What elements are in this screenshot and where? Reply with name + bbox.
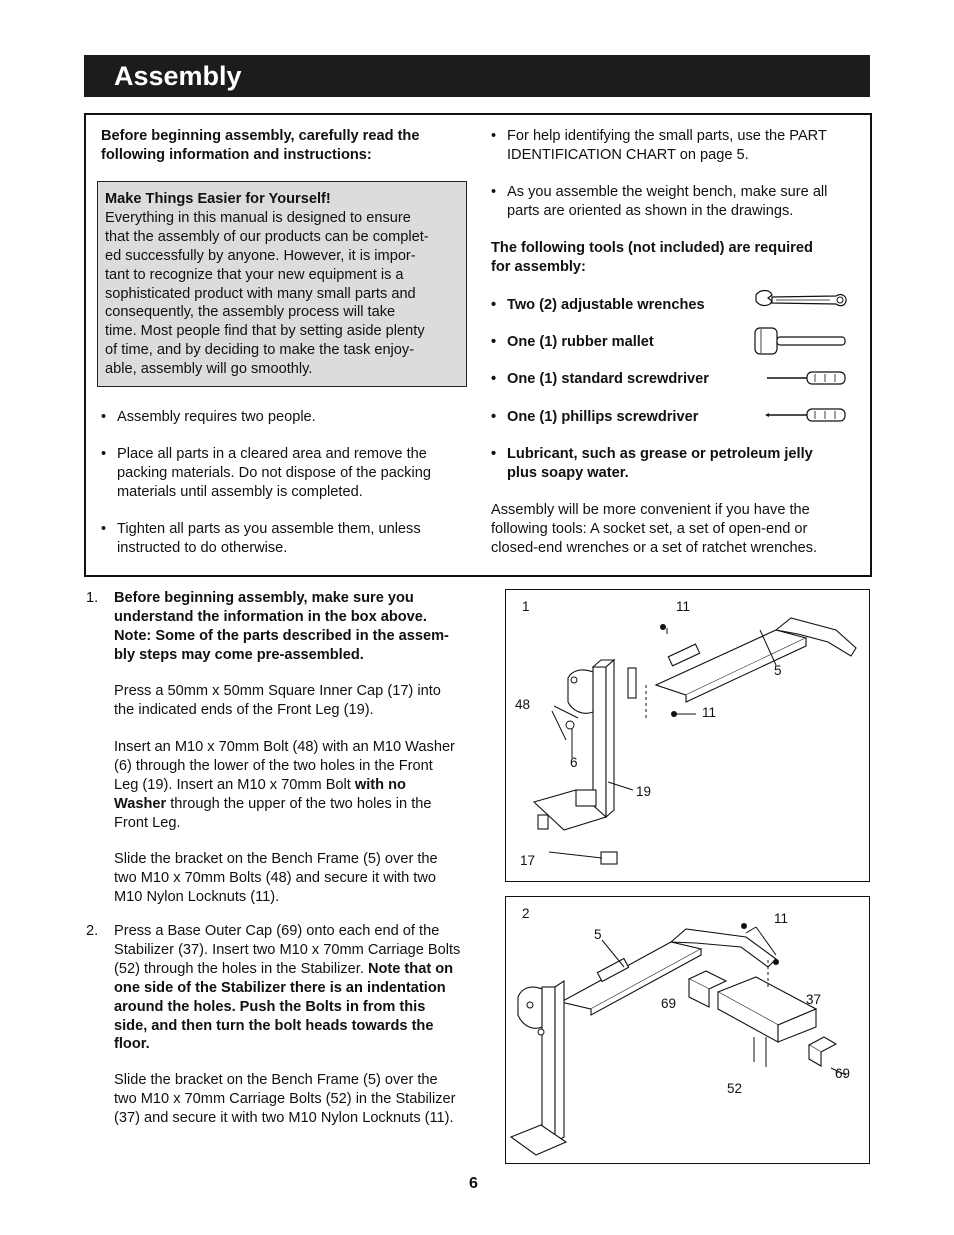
- bullet-line: parts are oriented as shown in the drawings.: [507, 202, 794, 219]
- tool-label: One (1) phillips screwdriver: [507, 409, 699, 425]
- figure-2-drawing: [506, 897, 869, 1163]
- bullet-text-block: [507, 127, 827, 165]
- part-label: 37: [806, 992, 822, 1007]
- step-line: floor.: [114, 1036, 150, 1053]
- note-line: following tools: A socket set, a set of open-end or: [491, 520, 808, 537]
- page-number: 6: [469, 1175, 478, 1192]
- note-line: closed-end wrenches or a set of ratchet wrenches.: [491, 539, 818, 556]
- part-label: 5: [774, 663, 782, 678]
- tip-title: Make Things Easier for Yourself!: [105, 191, 331, 207]
- figure-1-drawing: [506, 590, 869, 881]
- part-label: 6: [570, 755, 578, 770]
- step-2-paragraph: [114, 922, 504, 1054]
- step-1-paragraph: [114, 738, 514, 833]
- figure-2-box: [505, 896, 870, 1164]
- step-1-paragraph: [114, 682, 494, 720]
- section-header-bar: [84, 55, 870, 97]
- bullet-line: IDENTIFICATION CHART on page 5.: [507, 146, 749, 163]
- convenience-note: [491, 501, 863, 558]
- step-line: around the holes. Push the Bolts in from this: [114, 998, 426, 1015]
- step-line: the indicated ends of the Front Leg (19).: [114, 701, 374, 718]
- bullet-line: As you assemble the weight bench, make sure all: [507, 184, 828, 200]
- bullet-line: instructed to do otherwise.: [117, 539, 288, 556]
- step-emphasis: Washer: [114, 795, 167, 812]
- bullet-line: For help identifying the small parts, use the PART: [507, 128, 827, 144]
- step-line: side, and then turn the bolt heads towards the: [114, 1017, 434, 1034]
- part-label: 17: [520, 853, 536, 868]
- step-number: 1.: [86, 590, 99, 606]
- part-label: 19: [636, 784, 652, 799]
- step-line: (37) and secure it with two M10 Nylon Locknuts (11).: [114, 1109, 454, 1126]
- part-label: 48: [515, 697, 531, 712]
- step-line: Before beginning assembly, make sure you: [114, 590, 414, 606]
- tip-line: tant to recognize that your new equipment is a: [105, 266, 404, 283]
- bullet-text-block: [117, 445, 431, 502]
- tip-line: Everything in this manual is designed to ensure: [105, 209, 411, 226]
- tool-label: One (1) standard screwdriver: [507, 371, 709, 387]
- bullet-line: packing materials. Do not dispose of the packing: [117, 464, 431, 481]
- adjustable-wrench-icon: [750, 289, 848, 315]
- step-emphasis: with no: [354, 776, 406, 793]
- step-line: M10 Nylon Locknuts (11).: [114, 888, 280, 905]
- part-label: 69: [835, 1066, 851, 1081]
- bullet-dot: •: [491, 184, 497, 200]
- bullet-dot: •: [101, 409, 107, 425]
- bullet-dot: •: [101, 446, 107, 462]
- step-line: understand the information in the box above.: [114, 608, 427, 625]
- tip-line: sophisticated product with many small parts and: [105, 285, 416, 302]
- tip-line: that the assembly of our products can be complet-: [105, 228, 429, 245]
- step-line: one side of the Stabilizer there is an indentation: [114, 979, 446, 996]
- step-line: Press a 50mm x 50mm Square Inner Cap (17) into: [114, 683, 441, 699]
- bullet-dot: •: [491, 128, 497, 144]
- bullet-text-block: [507, 445, 813, 483]
- bullet-line: Lubricant, such as grease or petroleum jelly: [507, 446, 813, 462]
- note-line: Assembly will be more convenient if you have the: [491, 502, 810, 518]
- step-line: (6) through the lower of the two holes in the Front: [114, 757, 433, 774]
- part-label: 52: [727, 1081, 743, 1096]
- step-line: Slide the bracket on the Bench Frame (5) over the: [114, 851, 438, 867]
- tip-line: time. Most people find that by setting aside plenty: [105, 323, 425, 340]
- step-emphasis: Note that on: [367, 960, 454, 977]
- step-line: Stabilizer (37). Insert two M10 x 70mm Carriage Bolts: [114, 941, 461, 958]
- figure-step-label: 2: [522, 906, 530, 921]
- tip-line: of time, and by deciding to make the task enjoy-: [105, 342, 415, 359]
- bullet-dot: •: [491, 446, 497, 462]
- page-title: Assembly: [114, 61, 242, 91]
- bullet-line: materials until assembly is completed.: [117, 483, 363, 500]
- step-text: Leg (19). Insert an M10 x 70mm Bolt: [114, 776, 355, 793]
- step-text: (52) through the holes in the Stabilizer.: [114, 960, 368, 977]
- step-1-paragraph: [114, 850, 494, 907]
- bullet-dot: •: [491, 334, 497, 350]
- step-number: 2.: [86, 923, 99, 939]
- bullet-dot: •: [491, 371, 497, 387]
- part-label: 5: [594, 927, 602, 942]
- intro-lead: [101, 127, 471, 165]
- bullet-dot: •: [491, 409, 497, 425]
- part-label: 11: [774, 911, 789, 926]
- step-line: [114, 960, 504, 979]
- bullet-line: Tighten all parts as you assemble them, unless: [117, 521, 421, 537]
- step-line: Front Leg.: [114, 814, 181, 831]
- figure-step-label: 1: [522, 599, 530, 614]
- part-label: 69: [661, 996, 677, 1011]
- rubber-mallet-icon: [752, 324, 848, 358]
- bullet-line: plus soapy water.: [507, 464, 629, 481]
- step-line: bly steps may come pre-assembled.: [114, 646, 364, 663]
- intro-lead-text: Before beginning assembly, carefully read the following information and instructions:: [101, 128, 420, 163]
- step-line: two M10 x 70mm Carriage Bolts (52) in the Stabilizer: [114, 1090, 456, 1107]
- step-line: Press a Base Outer Cap (69) onto each end of the: [114, 923, 440, 939]
- tools-heading-line: The following tools (not included) are required: [491, 240, 813, 256]
- step-line: Insert an M10 x 70mm Bolt (48) with an M10 Washer: [114, 739, 455, 755]
- bullet-text-block: [507, 183, 827, 221]
- bullet-dot: •: [101, 521, 107, 537]
- bullet-text-block: [117, 520, 421, 558]
- part-label: 11: [676, 599, 691, 614]
- tool-label: One (1) rubber mallet: [507, 334, 654, 350]
- tool-label: Two (2) adjustable wrenches: [507, 297, 705, 313]
- standard-screwdriver-icon: [765, 369, 848, 387]
- step-line: Slide the bracket on the Bench Frame (5) over the: [114, 1072, 438, 1088]
- step-line: Note: Some of the parts described in the assem-: [114, 627, 449, 644]
- tip-line: consequently, the assembly process will take: [105, 304, 396, 321]
- figure-1-box: [505, 589, 870, 882]
- tip-box: [97, 181, 467, 387]
- step-text: through the upper of the two holes in the: [166, 795, 432, 812]
- bullet-line: Place all parts in a cleared area and remove the: [117, 446, 427, 462]
- bullet-text: Assembly requires two people.: [117, 409, 316, 425]
- part-label: 11: [702, 705, 717, 720]
- step-1-bold-intro: [114, 589, 494, 665]
- tip-line: able, assembly will go smoothly.: [105, 361, 313, 378]
- bullet-dot: •: [491, 297, 497, 313]
- tip-line: ed successfully by anyone. However, it is impor-: [105, 247, 416, 264]
- tools-heading: [491, 239, 861, 277]
- step-line: [114, 776, 514, 795]
- tools-heading-line: for assembly:: [491, 258, 586, 275]
- step-line: [114, 795, 514, 814]
- phillips-screwdriver-icon: [765, 406, 848, 424]
- step-line: two M10 x 70mm Bolts (48) and secure it with two: [114, 869, 436, 886]
- step-2-paragraph: [114, 1071, 504, 1128]
